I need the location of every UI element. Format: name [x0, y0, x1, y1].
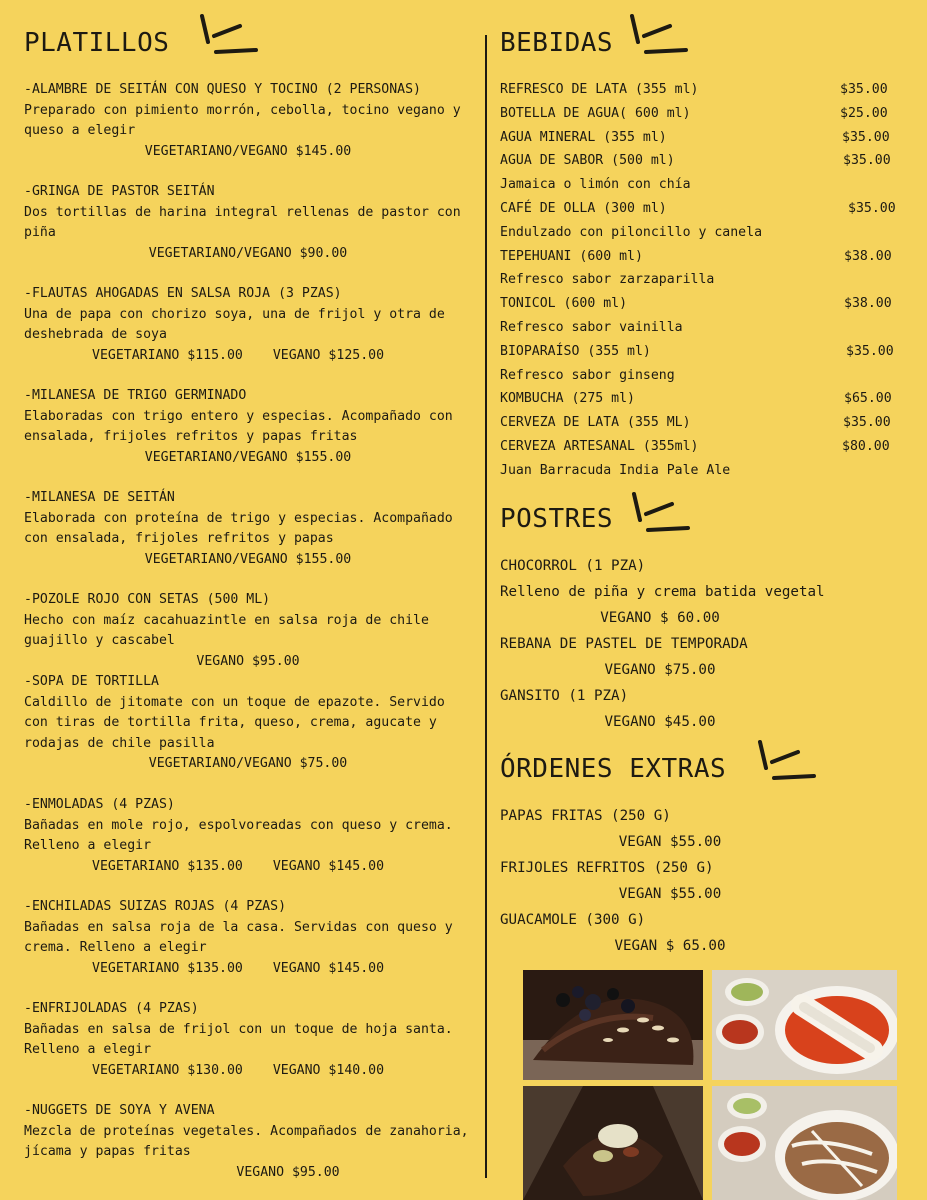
drink-price: $35.00: [843, 415, 891, 431]
menu-item: [24, 1101, 472, 1183]
drink-price: $38.00: [844, 248, 892, 264]
price-vegano: VEGANO $125.00: [272, 347, 385, 363]
accent-marks-icon: [192, 12, 262, 58]
drink-price: $80.00: [842, 438, 890, 454]
drink-label: CAFÉ DE OLLA (300 ml): [500, 200, 667, 216]
drink-price: $35.00: [848, 200, 896, 216]
drink-row: [500, 340, 900, 364]
price-vegetariano: VEGETARIANO $135.00: [92, 858, 243, 874]
menu-item: [24, 590, 472, 672]
item-description: Hecho con maíz cacahuazintle en salsa roja de chile guajillo y cascabel: [24, 612, 429, 648]
extras-list: [500, 803, 900, 959]
accent-marks-icon: [750, 738, 820, 784]
drink-note: [500, 268, 900, 292]
enfrijoladas-photo: [712, 1086, 897, 1200]
drink-row: [500, 197, 900, 221]
menu-item: [24, 672, 472, 775]
drink-label: CERVEZA DE LATA (355 ML): [500, 415, 691, 431]
chocolate-cake-photo: [523, 970, 703, 1080]
menu-item: [24, 386, 472, 468]
drink-label: BOTELLA DE AGUA( 600 ml): [500, 105, 691, 121]
dessert-price: VEGANO $75.00: [604, 662, 716, 678]
accent-marks-icon: [622, 12, 692, 58]
item-description: Caldillo de jitomate con un toque de epazote. Servido con tiras de tortilla frita, queso, crema, agucate y rodajas de chile pasilla: [24, 694, 445, 751]
drink-row: [500, 292, 900, 316]
price-vegetariano: VEGETARIANO $135.00: [92, 960, 243, 976]
drink-label: REFRESCO DE LATA (355 ml): [500, 82, 699, 97]
drink-label: TONICOL (600 ml): [500, 296, 628, 312]
drink-label: TEPEHUANI (600 ml): [500, 248, 643, 264]
drink-price: $25.00: [840, 105, 888, 121]
drink-label: Refresco sabor ginseng: [500, 367, 675, 383]
drink-row: [500, 411, 900, 435]
drink-price: $35.00: [842, 129, 890, 145]
section-title-extras: ÓRDENES EXTRAS: [500, 754, 727, 784]
drink-price: $35.00: [843, 153, 891, 169]
item-name: -FLAUTAS AHOGADAS EN SALSA ROJA (3 PZAS): [24, 286, 342, 301]
menu-item: [24, 488, 472, 570]
extra-price: VEGAN $ 65.00: [614, 938, 726, 954]
postres-list: [500, 553, 900, 735]
drink-row: [500, 102, 900, 126]
drink-label: Jamaica o limón con chía: [500, 177, 691, 193]
drink-note: [500, 221, 900, 245]
item-price: VEGETARIANO/VEGANO $155.00: [144, 551, 352, 567]
item-price: VEGETARIANO/VEGANO $155.00: [144, 449, 352, 465]
item-description: Una de papa con chorizo soya, una de frijol y otra de deshebrada de soya: [24, 306, 445, 342]
item-price: VEGETARIANO/VEGANO $75.00: [148, 756, 348, 771]
drink-label: Juan Barracuda India Pale Ale: [500, 462, 731, 478]
bebidas-list: [500, 78, 900, 483]
extra-name: FRIJOLES REFRITOS (250 G): [500, 860, 714, 876]
drink-row: [500, 387, 900, 411]
menu-item: [24, 80, 472, 162]
item-price: VEGETARIANO/VEGANO $90.00: [148, 245, 348, 261]
section-title-platillos: PLATILLOS: [24, 28, 170, 58]
drink-row: [500, 149, 900, 173]
drink-price: $65.00: [844, 391, 892, 407]
menu-item: [24, 795, 472, 877]
dessert-price: VEGANO $45.00: [604, 714, 716, 730]
item-price: VEGETARIANO/VEGANO $145.00: [144, 143, 352, 159]
price-vegetariano: VEGETARIANO $115.00: [92, 347, 243, 363]
extra-name: GUACAMOLE (300 G): [500, 912, 646, 928]
section-title-postres: POSTRES: [500, 504, 614, 534]
item-name: -POZOLE ROJO CON SETAS (500 ML): [24, 592, 271, 607]
item-price: VEGANO $95.00: [196, 653, 300, 669]
dessert-description: Relleno de piña y crema batida vegetal: [500, 584, 825, 600]
drink-note: [500, 364, 900, 388]
item-name: -MILANESA DE SEITÁN: [24, 490, 175, 505]
drink-row: [500, 245, 900, 269]
drink-label: KOMBUCHA (275 ml): [500, 391, 635, 407]
item-name: -ENMOLADAS (4 PZAS): [24, 797, 175, 812]
item-name: -MILANESA DE TRIGO GERMINADO: [24, 388, 247, 403]
drink-label: Refresco sabor zarzaparilla: [500, 272, 715, 288]
item-name: -ALAMBRE DE SEITÁN CON QUESO Y TOCINO (2 PERSONAS): [24, 82, 421, 97]
drink-row: [500, 78, 900, 102]
drink-label: Refresco sabor vainilla: [500, 319, 683, 335]
menu-item: [24, 897, 472, 979]
dessert-name: GANSITO (1 PZA): [500, 688, 629, 704]
extra-price: VEGAN $55.00: [618, 834, 722, 850]
section-title-bebidas: BEBIDAS: [500, 28, 614, 58]
menu-item: [24, 999, 472, 1081]
extra-price: VEGAN $55.00: [618, 886, 722, 902]
drink-price: $35.00: [840, 82, 888, 97]
drink-note: [500, 173, 900, 197]
item-name: -SOPA DE TORTILLA: [24, 674, 159, 689]
price-vegano: VEGANO $145.00: [272, 858, 385, 874]
burrito-photo: [523, 1086, 703, 1200]
drink-price: $35.00: [846, 343, 894, 359]
drink-row: [500, 126, 900, 150]
drink-note: [500, 459, 900, 483]
menu-item: [24, 182, 472, 264]
price-vegano: VEGANO $140.00: [272, 1062, 385, 1078]
item-description: Dos tortillas de harina integral rellenas de pastor con piña: [24, 204, 461, 240]
item-description: Bañadas en salsa de frijol con un toque de hoja santa. Relleno a elegir: [24, 1021, 453, 1057]
column-divider: [485, 35, 487, 1178]
item-name: -ENFRIJOLADAS (4 PZAS): [24, 1001, 199, 1016]
item-description: Elaborada con proteína de trigo y especias. Acompañado con ensalada, frijoles refritos y papas: [24, 510, 453, 546]
item-price: [24, 857, 472, 878]
drink-row: [500, 435, 900, 459]
item-description: Bañadas en mole rojo, espolvoreadas con queso y crema. Relleno a elegir: [24, 817, 453, 853]
price-vegano: VEGANO $145.00: [272, 960, 385, 976]
item-price: [24, 346, 472, 367]
enchiladas-photo: [712, 970, 897, 1080]
item-description: Elaboradas con trigo entero y especias. Acompañado con ensalada, frijoles refritos y papas fritas: [24, 408, 453, 444]
item-name: -NUGGETS DE SOYA Y AVENA: [24, 1103, 215, 1118]
extra-name: PAPAS FRITAS (250 G): [500, 808, 671, 824]
item-price: VEGANO $95.00: [236, 1164, 340, 1180]
dessert-name: CHOCORROL (1 PZA): [500, 558, 646, 574]
menu-item: [24, 284, 472, 366]
item-description: Bañadas en salsa roja de la casa. Servidas con queso y crema. Relleno a elegir: [24, 919, 453, 955]
drink-label: CERVEZA ARTESANAL (355ml): [500, 438, 699, 454]
dessert-name: REBANA DE PASTEL DE TEMPORADA: [500, 636, 748, 652]
drink-label: AGUA MINERAL (355 ml): [500, 129, 667, 145]
item-description: Mezcla de proteínas vegetales. Acompañados de zanahoria, jícama y papas fritas: [24, 1123, 469, 1159]
item-name: -GRINGA DE PASTOR SEITÁN: [24, 184, 215, 199]
item-name: -ENCHILADAS SUIZAS ROJAS (4 PZAS): [24, 899, 287, 914]
drink-note: [500, 316, 900, 340]
dessert-price: VEGANO $ 60.00: [600, 610, 720, 626]
accent-marks-icon: [624, 490, 694, 536]
drink-label: AGUA DE SABOR (500 ml): [500, 153, 675, 169]
item-price: [24, 1061, 472, 1082]
drink-price: $38.00: [844, 296, 892, 312]
drink-label: BIOPARAÍSO (355 ml): [500, 343, 651, 359]
item-description: Preparado con pimiento morrón, cebolla, tocino vegano y queso a elegir: [24, 102, 461, 138]
item-price: [24, 959, 472, 980]
price-vegetariano: VEGETARIANO $130.00: [92, 1062, 243, 1078]
drink-label: Endulzado con piloncillo y canela: [500, 224, 763, 240]
